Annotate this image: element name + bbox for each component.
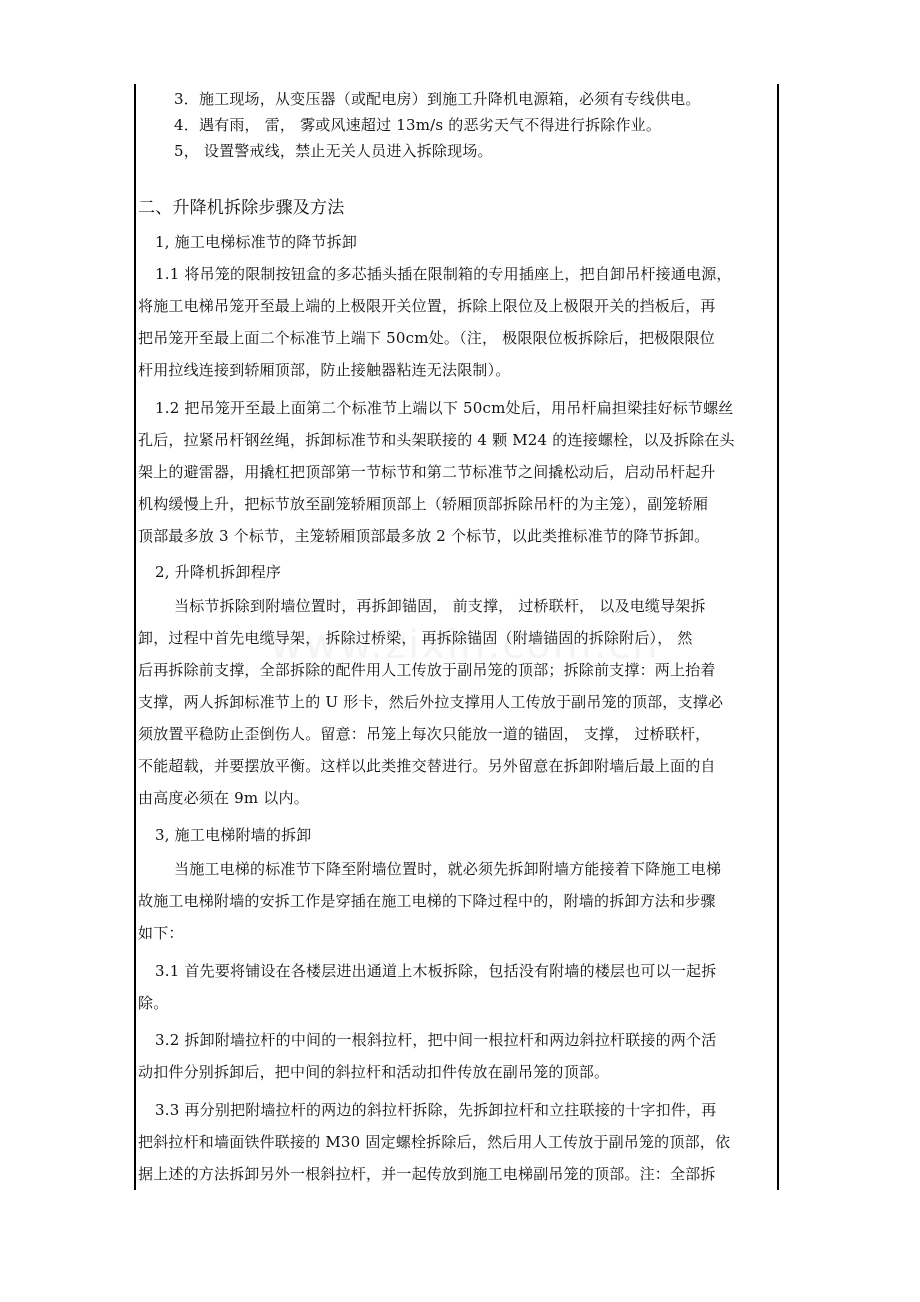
step-3-1-line-1: 3.1 首先要将铺设在各楼层进出通道上木板拆除，包括没有附墙的楼层也可以一起拆 bbox=[155, 962, 717, 980]
step-2-title: 2, 升降机拆卸程序 bbox=[155, 563, 282, 581]
step-2-line-2: 卸，过程中首先电缆导架， 拆除过桥梁， 再拆除锚固（附墙锚固的拆除附后）， 然 bbox=[138, 629, 693, 647]
step-2-line-1: 当标节拆除到附墙位置时，再拆卸锚固， 前支撑， 过桥联杆， 以及电缆导架拆 bbox=[174, 597, 706, 615]
step-3-title: 3, 施工电梯附墙的拆卸 bbox=[155, 826, 312, 844]
step-2-line-4: 支撑，两人拆卸标准节上的 U 形卡，然后外拉支撑用人工传放于副吊笼的顶部，支撑必 bbox=[138, 693, 724, 711]
step-3-3-line-2: 把斜拉杆和墙面铁件联接的 M30 固定螺栓拆除后，然后用人工传放于副吊笼的顶部，依 bbox=[138, 1133, 731, 1151]
step-1-1-line-3: 把吊笼开至最上面二个标准节上端下 50cm处。（注， 极限限位板拆除后，把极限限位 bbox=[138, 329, 715, 347]
step-3-3-line-3: 据上述的方法拆卸另外一根斜拉杆，并一起传放到施工电梯副吊笼的顶部。注：全部拆 bbox=[138, 1165, 716, 1183]
step-3-3-line-1: 3.3 再分别把附墙拉杆的两边的斜拉杆拆除，先拆卸拉杆和立拄联接的十字扣件，再 bbox=[155, 1101, 717, 1119]
step-2-line-7: 由高度必须在 9m 以内。 bbox=[138, 789, 309, 807]
safety-item-4: 4．遇有雨， 雷， 雾或风速超过 13m/s 的恶劣天气不得进行拆除作业。 bbox=[174, 116, 662, 134]
step-1-2-line-2: 孔后，拉紧吊杆钢丝绳，拆卸标准节和头架联接的 4 颗 M24 的连接螺栓，以及拆除在头 bbox=[138, 431, 735, 449]
step-1-1-line-2: 将施工电梯吊笼开至最上端的上极限开关位置，拆除上限位及上极限开关的挡板后，再 bbox=[138, 297, 716, 315]
safety-item-3: 3．施工现场，从变压器（或配电房）到施工升降机电源箱，必须有专线供电。 bbox=[174, 90, 701, 108]
step-1-1-line-1: 1.1 将吊笼的限制按钮盒的多芯插头插在限制箱的专用插座上，把自卸吊杆接通电源， bbox=[155, 265, 732, 283]
step-1-2-line-3: 架上的避雷器，用撬杠把顶部第一节标节和第二节标准节之间撬松动后，启动吊杆起升 bbox=[138, 463, 716, 481]
step-3-line-3: 如下： bbox=[138, 924, 184, 942]
step-3-1-line-2: 除。 bbox=[138, 994, 169, 1012]
step-1-2-line-1: 1.2 把吊笼开至最上面第二个标准节上端以下 50cm处后，用吊杆扁担梁挂好标节螺丝 bbox=[155, 399, 734, 417]
step-3-line-1: 当施工电梯的标准节下降至附墙位置时，就必须先拆卸附墙方能接着下降施工电梯 bbox=[174, 860, 722, 878]
step-1-title: 1, 施工电梯标准节的降节拆卸 bbox=[155, 233, 358, 251]
step-3-2-line-1: 3.2 拆卸附墙拉杆的中间的一根斜拉杆，把中间一根拉杆和两边斜拉杆联接的两个活 bbox=[155, 1031, 717, 1049]
step-2-line-5: 须放置平稳防止歪倒伤人。留意：吊笼上每次只能放一道的锚固， 支撑， 过桥联杆， bbox=[138, 725, 711, 743]
step-2-line-6: 不能超载，并要摆放平衡。这样以此类推交替进行。另外留意在拆卸附墙后最上面的自 bbox=[138, 757, 716, 775]
step-3-2-line-2: 动扣件分别拆卸后，把中间的斜拉杆和活动扣件传放在副吊笼的顶部。 bbox=[138, 1063, 610, 1081]
step-3-line-2: 故施工电梯附墙的安拆工作是穿插在施工电梯的下降过程中的，附墙的拆卸方法和步骤 bbox=[138, 892, 716, 910]
step-1-2-line-5: 顶部最多放 3 个标节，主笼轿厢顶部最多放 2 个标节，以此类推标准节的降节拆卸。 bbox=[138, 527, 710, 545]
step-1-2-line-4: 机构缓慢上升，把标节放至副笼轿厢顶部上（轿厢顶部拆除吊杆的为主笼），副笼轿厢 bbox=[138, 495, 709, 513]
section-heading: 二、升降机拆除步骤及方法 bbox=[138, 198, 345, 218]
safety-item-5: 5， 设置警戒线，禁止无关人员进入拆除现场。 bbox=[174, 142, 493, 160]
step-2-line-3: 后再拆除前支撑，全部拆除的配件用人工传放于副吊笼的顶部；拆除前支撑：两上抬着 bbox=[138, 661, 716, 679]
step-1-1-line-4: 杆用拉线连接到轿厢顶部，防止接触器粘连无法限制）。 bbox=[138, 361, 511, 379]
